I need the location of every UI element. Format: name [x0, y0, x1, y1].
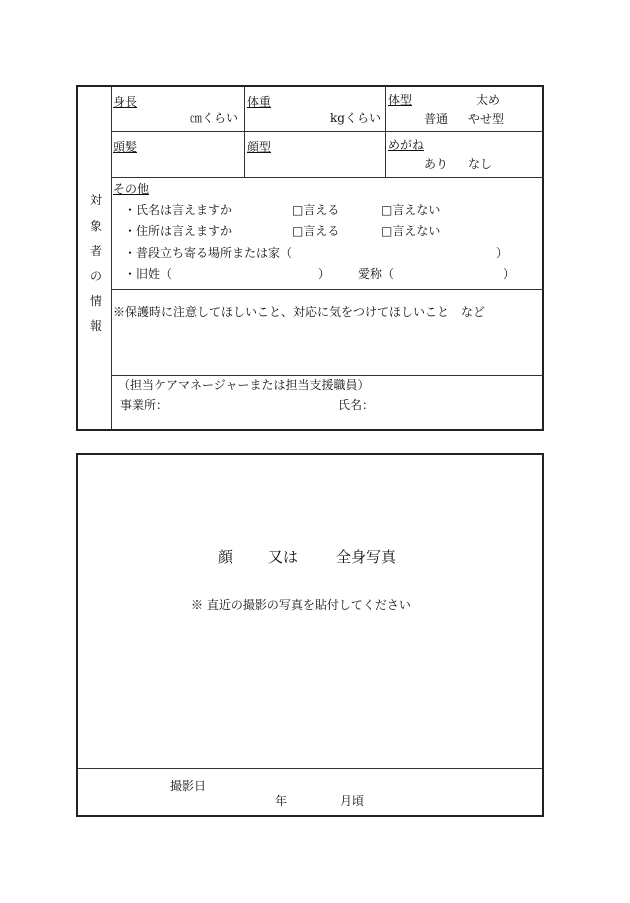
- subject-info-form: [76, 85, 544, 431]
- manager-title: （担当ケアマネージャーまたは担当支援職員）: [118, 378, 370, 392]
- side-label-char: 者: [90, 244, 103, 258]
- maiden-name-question: ・旧姓（: [124, 267, 173, 281]
- height-label: 身長: [113, 95, 138, 109]
- col-divider-2: [385, 87, 386, 177]
- build-option-fat: 太め: [476, 93, 501, 107]
- side-label-char: 情: [90, 294, 103, 308]
- notes-text: ※保護時に注意してほしいこと、対応に気をつけてほしいこと など: [113, 305, 486, 319]
- name-question: ・氏名は言えますか: [124, 203, 233, 217]
- address-question: ・住所は言えますか: [124, 224, 233, 238]
- photo-frame: [76, 453, 544, 817]
- place-close-paren: ）: [496, 246, 509, 260]
- photo-date-label: 撮影日: [170, 779, 207, 793]
- glasses-option-no: なし: [468, 157, 493, 171]
- name-cannot-checkbox[interactable]: □言えない: [381, 203, 441, 217]
- address-cannot-checkbox[interactable]: □言えない: [381, 224, 441, 238]
- place-question: ・普段立ち寄る場所または家（: [124, 246, 293, 260]
- side-label-char: の: [90, 269, 103, 283]
- address-can-checkbox[interactable]: □言える: [292, 224, 340, 238]
- build-label: 体型: [388, 93, 413, 107]
- name-can-checkbox[interactable]: □言える: [292, 203, 340, 217]
- hair-label: 頭髪: [113, 140, 138, 154]
- height-unit: ㎝くらい: [190, 111, 239, 125]
- glasses-option-yes: あり: [424, 157, 449, 171]
- photo-title-full-body: 全身写真: [336, 548, 397, 566]
- row-divider-3: [111, 289, 544, 290]
- office-label: 事業所：: [120, 398, 169, 412]
- side-label-char: 象: [90, 219, 103, 233]
- photo-title-or: 又は: [268, 548, 299, 566]
- row-divider-1: [111, 131, 544, 132]
- weight-label: 体重: [247, 95, 272, 109]
- photo-title-face: 顔: [218, 548, 234, 566]
- row-divider-4: [111, 375, 544, 376]
- maiden-close-paren: ）: [318, 267, 331, 281]
- row-divider-2: [111, 177, 544, 178]
- photo-date-year: 年: [275, 794, 288, 808]
- photo-date-month: 月頃: [340, 794, 365, 808]
- glasses-label: めがね: [388, 138, 425, 152]
- face-label: 顔型: [247, 140, 272, 154]
- manager-name-label: 氏名：: [338, 398, 375, 412]
- build-option-thin: やせ型: [468, 112, 505, 126]
- side-column-divider: [111, 87, 112, 429]
- other-label: その他: [113, 182, 150, 196]
- photo-instruction: ※ 直近の撮影の写真を貼付してください: [191, 598, 411, 612]
- nickname-label: 愛称（: [358, 267, 395, 281]
- build-option-normal: 普通: [424, 112, 449, 126]
- col-divider-1: [244, 87, 245, 177]
- side-label-char: 報: [90, 319, 103, 333]
- photo-date-divider: [78, 768, 542, 769]
- weight-unit: kgくらい: [330, 111, 381, 125]
- nickname-close-paren: ）: [503, 267, 516, 281]
- side-label-char: 対: [90, 193, 103, 207]
